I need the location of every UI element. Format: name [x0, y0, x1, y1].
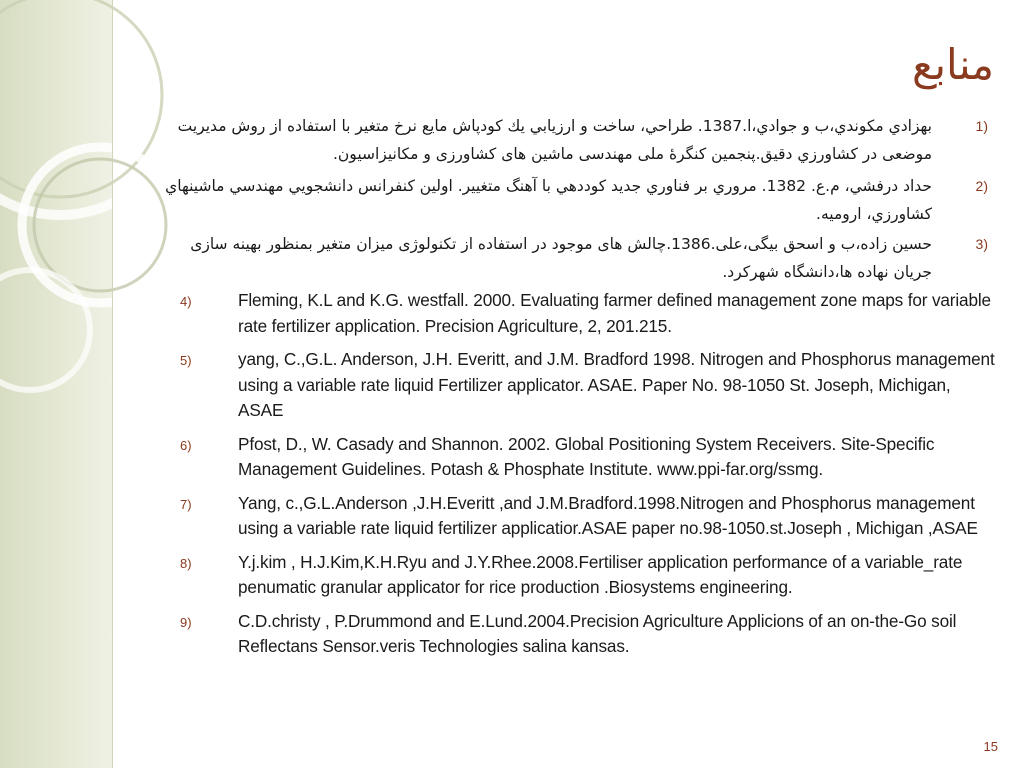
english-reference-list [180, 288, 995, 668]
ref-number: 3) [975, 236, 988, 252]
list-item [180, 609, 995, 660]
reference-text: Fleming, K.L and K.G. westfall. 2000. Evaluating farmer defined management zone maps for variable rate fertilizer application. Precision Agriculture, 2, 201.215. [238, 290, 991, 336]
reference-text: بهزادي مكوندي،ب و جوادي،ا.1387. طراحي، ساخت و ارزيابي يك كودپاش مايع نرخ متغير با استفاده از روش مديريت موضعی در كشاورزي دقيق.پنجمين كنگرۀ ملی مهندسی ماشين های كشاورزی و مكانيزاسيون. [177, 117, 932, 163]
ref-number: 9) [180, 614, 192, 630]
ref-number: 2) [975, 178, 988, 194]
reference-text: C.D.christy , P.Drummond and E.Lund.2004.Precision Agriculture Applicions of an on-the-Go soil Reflectans Sensor.veris Technologies salina kansas. [238, 610, 957, 656]
ref-number: 8) [180, 555, 192, 571]
ref-number: 4) [180, 294, 192, 309]
page-number: 15 [983, 739, 998, 754]
reference-text: Y.j.kim , H.J.Kim,K.H.Ryu and J.Y.Rhee.2008.Fertiliser application performance of a variable_rate penumatic granular applicator for rice production .Biosystems engineering. [238, 551, 963, 597]
ref-number: 5) [180, 353, 192, 368]
list-item [180, 347, 995, 424]
reference-text: حداد درفشي، م.ع. 1382. مروري بر فناوري جديد كوددهي با آهنگ متغيير. اولين كنفرانس دانشجويي مهندسي ماشينهاي كشاورزي، اروميه. [165, 177, 932, 223]
ref-number: 7) [180, 496, 192, 512]
reference-text: yang, C.,G.L. Anderson, J.H. Everitt, and J.M. Bradford 1998. Nitrogen and Phosphorus management using a variable rate liquid Fertilizer applicator. ASAE. Paper No. 98-1050 St. Joseph, Michigan, ASAE [238, 349, 995, 420]
panel-divider [112, 0, 113, 768]
ref-number: 6) [180, 437, 192, 453]
reference-text: حسين زاده،ب و اسحق بيگی،علی.1386.چالش های موجود در استفاده از تكنولوژی ميزان متغير بمنظور بهينه سازی جريان نهاده ها،دانشگاه شهركرد. [190, 235, 932, 281]
list-item [180, 288, 995, 339]
list-item [180, 550, 995, 601]
slide-title: منابع [911, 40, 994, 89]
list-item [180, 491, 995, 542]
reference-text: Yang, c.,G.L.Anderson ,J.H.Everitt ,and J.M.Bradford.1998.Nitrogen and Phosphorus management using a variable rate liquid fertilizer applicatior.ASAE paper no.98-1050.st.Joseph , Michigan ,ASAE [238, 492, 978, 538]
reference-text: Pfost, D., W. Casady and Shannon. 2002. Global Positioning System Receivers. Site-Specific Management Guidelines. Potash & Phosphate Institute. www.ppi-far.org/ssmg. [238, 433, 935, 479]
ref-number: 1) [975, 118, 988, 134]
list-item [180, 432, 995, 483]
